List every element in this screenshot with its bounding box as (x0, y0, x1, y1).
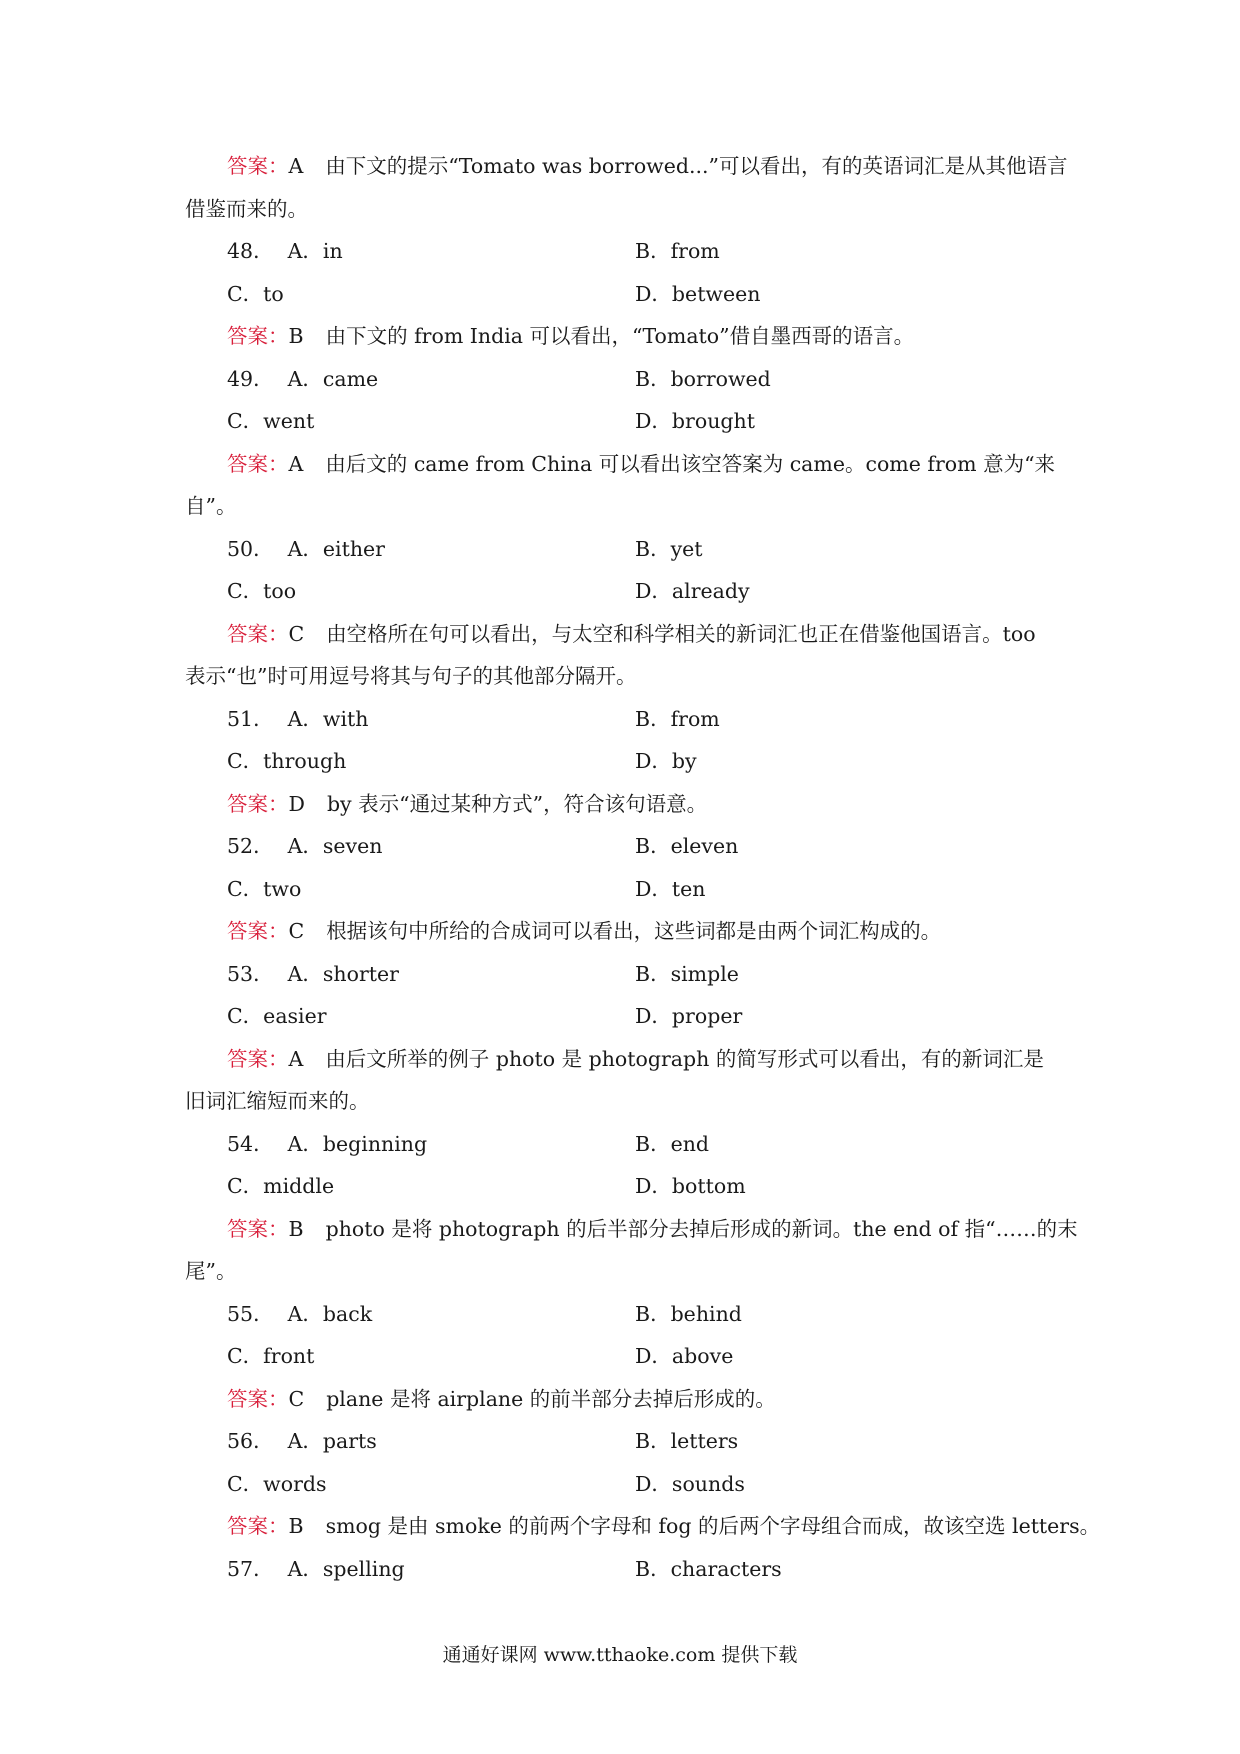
option-d: D．brought (635, 409, 755, 433)
answer-line (185, 315, 1060, 358)
option-c: C．middle (227, 1174, 335, 1198)
question-52-options-cd (185, 868, 1060, 911)
answer-letter: D (288, 791, 305, 816)
option-b: B．characters (635, 1556, 782, 1581)
question-56-options-ab (185, 1420, 1060, 1463)
option-d: D．above (635, 1344, 734, 1368)
answer-letter: B (288, 1514, 304, 1538)
option-c: C．went (227, 409, 315, 433)
option-c: C．two (227, 876, 302, 901)
option-b: B．eleven (635, 834, 739, 858)
answer-text: 由下文的 from India 可以看出，“Tomato”借自墨西哥的语言。 (325, 324, 915, 348)
question-50-options-cd (185, 570, 1060, 613)
question-54-options-cd (185, 1165, 1060, 1208)
question-55-options-ab (185, 1293, 1060, 1336)
option-d: D．sounds (635, 1471, 745, 1496)
answer-label: 答案： (227, 791, 289, 816)
question-number: 53． (227, 961, 274, 986)
option-d: D．bottom (635, 1174, 746, 1198)
question-53-options-ab (185, 953, 1060, 996)
question-49-options-ab (185, 358, 1060, 401)
answer-line (185, 613, 1060, 656)
answer-line (185, 1208, 1078, 1251)
answer-line (185, 1038, 1060, 1081)
answer-continuation: 尾”。 (185, 1259, 237, 1283)
option-a: A．beginning (287, 1131, 428, 1156)
option-b: B．letters (635, 1429, 739, 1453)
question-55-options-cd (185, 1335, 1060, 1378)
question-49-options-cd (185, 400, 1060, 443)
option-c: C．to (227, 281, 284, 306)
answer-continuation: 表示“也”时可用逗号将其与句子的其他部分隔开。 (185, 664, 637, 688)
question-number: 49． (227, 366, 274, 391)
question-56-options-cd (185, 1463, 1060, 1506)
answer-letter: C (288, 621, 305, 646)
question-53-options-cd (185, 995, 1060, 1038)
option-b: B．end (635, 1131, 710, 1156)
answer-letter: A (288, 154, 304, 178)
answer-letter: B (288, 1216, 304, 1241)
option-d: D．already (635, 579, 750, 603)
option-c: C．through (227, 749, 347, 773)
option-a: A．in (287, 239, 343, 263)
answer-label: 答案： (227, 324, 289, 348)
option-a: A．back (287, 1301, 373, 1326)
answer-line (185, 145, 1068, 188)
option-a: A．either (287, 536, 385, 561)
question-number: 57． (227, 1556, 274, 1581)
question-54-options-ab (185, 1123, 1060, 1166)
answer-letter: A (288, 451, 304, 476)
answer-continuation: 自”。 (185, 494, 237, 518)
option-b: B．simple (635, 961, 739, 986)
question-number: 55． (227, 1301, 274, 1326)
question-48-options-ab (185, 230, 1060, 273)
option-b: B．borrowed (635, 366, 771, 391)
option-d: D．ten (635, 876, 706, 901)
option-d: D．by (635, 749, 697, 773)
option-a: A．came (287, 366, 379, 391)
answer-text: 根据该句中所给的合成词可以看出，这些词都是由两个词汇构成的。 (326, 919, 942, 943)
question-51-options-cd (185, 740, 1060, 783)
option-c: C．words (227, 1471, 327, 1496)
answer-label: 答案： (227, 919, 289, 943)
question-number: 54． (227, 1131, 274, 1156)
option-a: A．parts (287, 1429, 377, 1453)
option-a: A．shorter (287, 961, 399, 986)
answer-label: 答案： (227, 1216, 289, 1241)
answer-line (185, 1505, 1101, 1548)
option-b: B．behind (635, 1301, 742, 1326)
question-number: 50． (227, 536, 274, 561)
option-d: D．proper (635, 1004, 743, 1028)
answer-label: 答案： (227, 1514, 289, 1538)
answer-letter: B (288, 324, 304, 348)
question-number: 48． (227, 239, 274, 263)
question-51-options-ab (185, 698, 1060, 741)
answer-label: 答案： (227, 621, 289, 646)
question-57-options-ab (185, 1548, 1060, 1591)
answer-text: 由下文的提示“Tomato was borrowed...”可以看出，有的英语词汇是从其他语言 (325, 154, 1068, 178)
answer-text: smog 是由 smoke 的前两个字母和 fog 的后两个字母组合而成，故该空选 letters。 (325, 1514, 1101, 1538)
option-c: C．too (227, 579, 297, 603)
answer-text: by 表示“通过某种方式”，符合该句语意。 (326, 791, 708, 816)
question-52-options-ab (185, 825, 1060, 868)
option-a: A．with (287, 706, 369, 731)
option-b: B．from (635, 239, 720, 263)
answer-letter: A (288, 1046, 304, 1071)
answer-line (185, 910, 1060, 953)
option-c: C．easier (227, 1004, 327, 1028)
option-d: D．between (635, 281, 761, 306)
option-c: C．front (227, 1344, 315, 1368)
answer-label: 答案： (227, 1386, 289, 1411)
option-b: B．from (635, 706, 720, 731)
answer-continuation: 借鉴而来的。 (185, 196, 308, 221)
answer-continuation: 旧词汇缩短而来的。 (185, 1089, 370, 1113)
answer-line (185, 1378, 1060, 1421)
page-footer: 通通好课网 www.tthaoke.com 提供下载 (442, 1644, 798, 1666)
question-48-options-cd (185, 273, 1060, 316)
answer-line (185, 783, 1060, 826)
option-a: A．seven (287, 834, 383, 858)
answer-letter: C (288, 919, 305, 943)
answer-text: photo 是将 photograph 的后半部分去掉后形成的新词。the end of 指“……的末 (325, 1216, 1078, 1241)
question-number: 52． (227, 834, 274, 858)
answer-label: 答案： (227, 1046, 289, 1071)
answer-text: 由后文的 came from China 可以看出该空答案为 came。come from 意为“来 (325, 451, 1056, 476)
answer-label: 答案： (227, 451, 289, 476)
answer-text: plane 是将 airplane 的前半部分去掉后形成的。 (326, 1386, 776, 1411)
answer-text: 由后文所举的例子 photo 是 photograph 的简写形式可以看出，有的新词汇是 (325, 1046, 1044, 1071)
answer-line (185, 443, 1060, 486)
question-number: 51． (227, 706, 274, 731)
question-50-options-ab (185, 528, 1060, 571)
question-number: 56． (227, 1429, 274, 1453)
answer-letter: C (288, 1386, 305, 1411)
option-a: A．spelling (287, 1556, 405, 1581)
option-b: B．yet (635, 536, 703, 561)
answer-text: 由空格所在句可以看出，与太空和科学相关的新词汇也正在借鉴他国语言。too (326, 621, 1036, 646)
answer-label: 答案： (227, 154, 289, 178)
